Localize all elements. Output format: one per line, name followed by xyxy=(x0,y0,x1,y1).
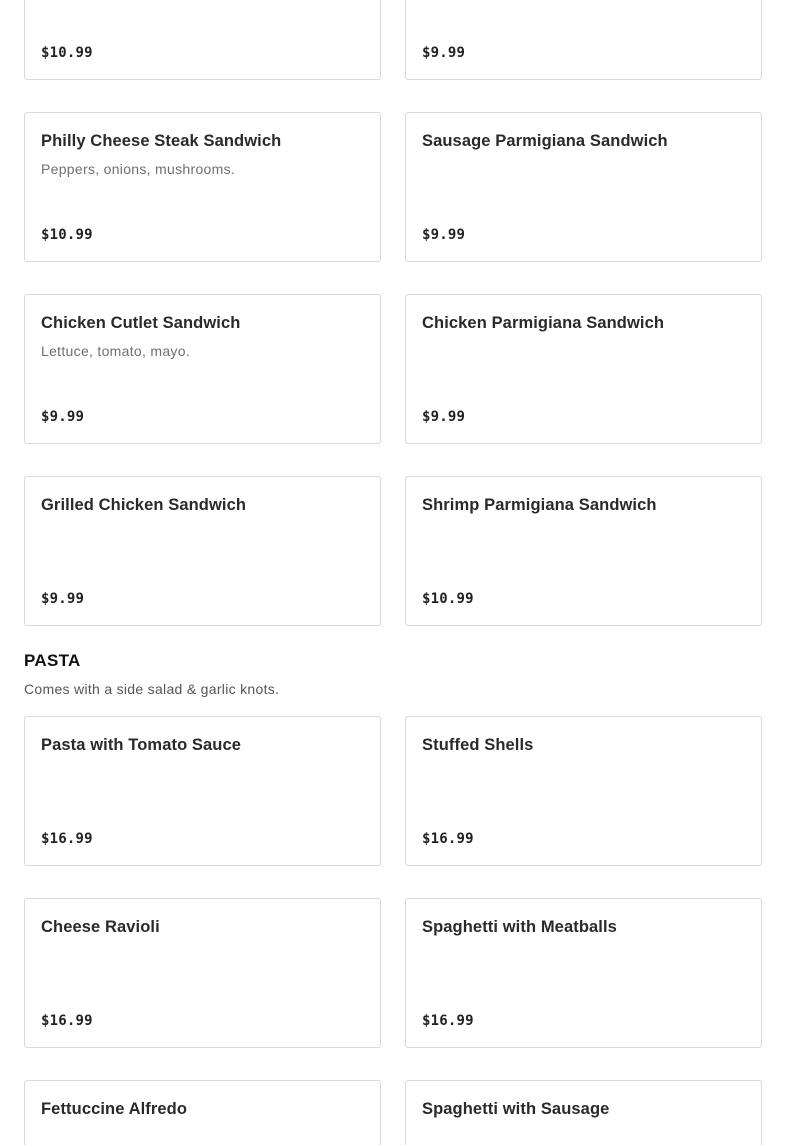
menu-item-name: Philly Cheese Steak Sandwich xyxy=(41,132,282,150)
menu-item-name: Spaghetti with Meatballs xyxy=(422,918,617,936)
menu-item-name: Spaghetti with Sausage xyxy=(422,1100,610,1118)
menu-item-price: $9.99 xyxy=(422,227,466,243)
menu-item-card[interactable] xyxy=(405,1080,762,1145)
menu-item-card[interactable] xyxy=(24,112,381,262)
menu-item-name: Fettuccine Alfredo xyxy=(41,1100,188,1118)
menu-item-card[interactable] xyxy=(405,898,762,1048)
menu-item-price: $9.99 xyxy=(41,591,85,607)
menu-item-price: $10.99 xyxy=(41,45,93,61)
menu-item-price: $10.99 xyxy=(422,591,474,607)
section-title-pasta: PASTA xyxy=(24,651,81,670)
menu-item-card[interactable] xyxy=(405,294,762,444)
menu-item-card[interactable] xyxy=(405,476,762,626)
section-description-pasta: Comes with a side salad & garlic knots. xyxy=(24,681,280,697)
menu-item-price: $16.99 xyxy=(422,831,474,847)
menu-item-card[interactable] xyxy=(405,716,762,866)
menu-item-name: Grilled Chicken Sandwich xyxy=(41,496,247,514)
menu-item-name: Sausage Parmigiana Sandwich xyxy=(422,132,668,150)
menu-item-price: $10.99 xyxy=(41,227,93,243)
menu-item-name: Chicken Parmigiana Sandwich xyxy=(422,314,665,332)
menu-item-name: Shrimp Parmigiana Sandwich xyxy=(422,496,657,514)
menu-item-description: Peppers, onions, mushrooms. xyxy=(41,161,236,177)
menu-item-price: $9.99 xyxy=(41,409,85,425)
menu-item-price: $9.99 xyxy=(422,45,466,61)
menu-item-card[interactable] xyxy=(24,294,381,444)
menu-item-card[interactable] xyxy=(24,0,381,80)
menu-item-card[interactable] xyxy=(24,476,381,626)
menu-item-price: $16.99 xyxy=(422,1013,474,1029)
menu-item-card[interactable] xyxy=(24,1080,381,1145)
menu-item-description: Lettuce, tomato, mayo. xyxy=(41,343,191,359)
menu-item-card[interactable] xyxy=(24,898,381,1048)
menu-item-card[interactable] xyxy=(24,716,381,866)
menu-item-name: Pasta with Tomato Sauce xyxy=(41,736,242,754)
menu-item-name: Stuffed Shells xyxy=(422,736,534,754)
menu-item-name: Cheese Ravioli xyxy=(41,918,160,936)
menu-item-card[interactable] xyxy=(405,0,762,80)
menu-item-name: Chicken Cutlet Sandwich xyxy=(41,314,241,332)
menu-item-price: $16.99 xyxy=(41,831,93,847)
menu-item-price: $16.99 xyxy=(41,1013,93,1029)
menu-item-card[interactable] xyxy=(405,112,762,262)
menu-item-price: $9.99 xyxy=(422,409,466,425)
